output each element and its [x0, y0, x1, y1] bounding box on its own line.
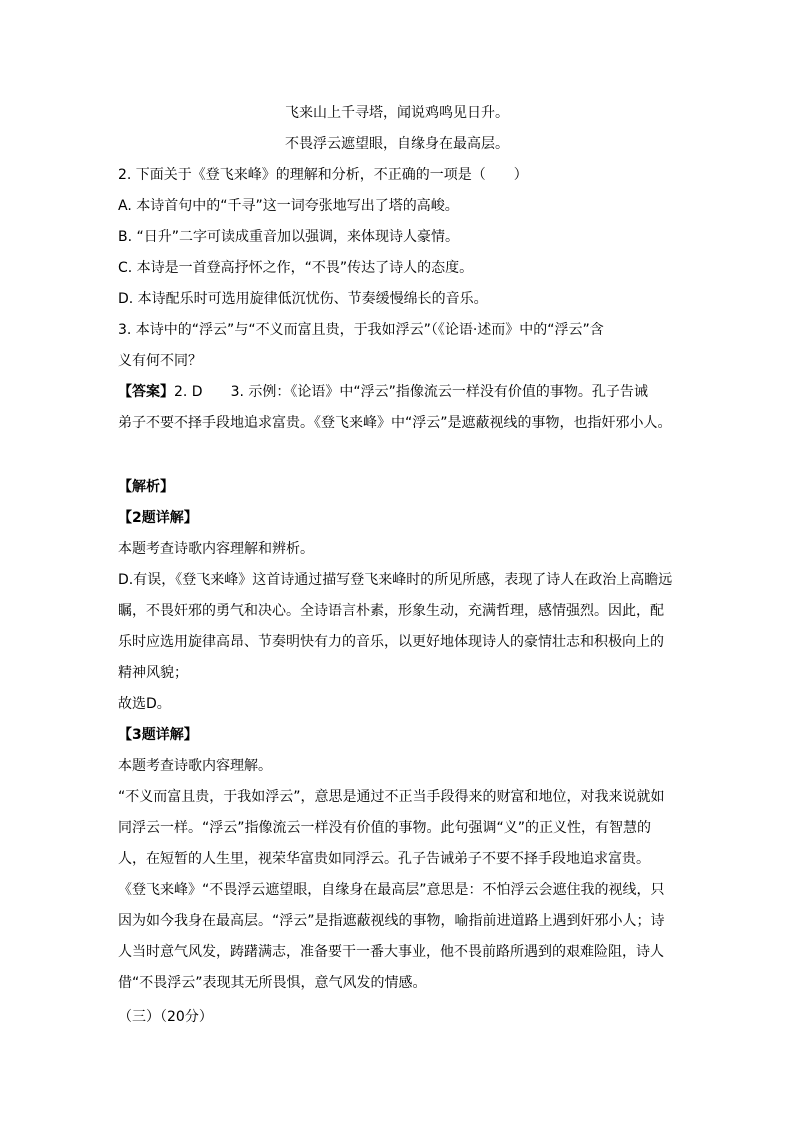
q3-detail-line: 人，在短暂的人生里，视荣华富贵如同浮云。孔子告诫弟子不要不择手段地追求富贵。: [118, 851, 650, 867]
analysis-heading: 【解析】: [118, 479, 174, 495]
q3-detail-line: 借“不畏浮云”表现其无所畏惧，意气风发的情感。: [118, 975, 427, 991]
q2-detail-heading: 【2题详解】: [118, 510, 198, 526]
q2-detail-line: 瞩，不畏奸邪的勇气和决心。全诗语言朴素，形象生动，充满哲理，感情强烈。因此，配: [118, 603, 664, 619]
question-3-stem-line-1: 3. 本诗中的“浮云”与“不义而富且贵，于我如浮云”（《论语·述而》中的“浮云”含: [118, 322, 604, 338]
question-2-option-c: C. 本诗是一首登高抒怀之作，“不畏”传达了诗人的态度。: [118, 260, 474, 276]
q3-detail-line: 本题考查诗歌内容理解。: [118, 758, 272, 774]
q2-detail-line: 乐时应选用旋律高昂、节奏明快有力的音乐，以更好地体现诗人的豪情壮志和积极向上的: [118, 634, 664, 650]
answer-label: 【答案】: [118, 384, 174, 400]
q3-detail-line: 《登飞来峰》“不畏浮云遮望眼，自缘身在最高层”意思是：不怕浮云会遮住我的视线，只: [118, 882, 665, 898]
q2-detail-line: 故选D。: [118, 696, 171, 712]
answer-text: 2. D 3. 示例：《论语》中“浮云”指像流云一样没有价值的事物。孔子告诫: [174, 384, 648, 400]
question-2-option-a: A. 本诗首句中的“千寻”这一词夸张地写出了塔的高峻。: [118, 198, 459, 214]
poem-line-2: 不畏浮云遮望眼，自缘身在最高层。: [285, 136, 509, 152]
question-2-stem: 2. 下面关于《登飞来峰》的理解和分析，不正确的一项是（ ）: [118, 167, 528, 183]
q2-detail-line: 本题考查诗歌内容理解和辨析。: [118, 541, 314, 557]
q3-detail-line: 因为如今我身在最高层。“浮云”是指遮蔽视线的事物，喻指前进道路上遇到奸邪小人；诗: [118, 913, 665, 929]
q2-detail-line: 精神风貌；: [118, 665, 188, 681]
q3-detail-line: 同浮云一样。“浮云”指像流云一样没有价值的事物。此句强调“义”的正义性，有智慧的: [118, 820, 652, 836]
question-2-option-d: D. 本诗配乐时可选用旋律低沉忧伤、节奏缓慢绵长的音乐。: [118, 291, 488, 307]
poem-line-1: 飞来山上千寻塔，闻说鸡鸣见日升。: [285, 105, 509, 121]
section-3-heading: （三）（20分）: [118, 1009, 213, 1025]
q2-detail-line: D.有误，《登飞来峰》这首诗通过描写登飞来峰时的所见所感，表现了诗人在政治上高瞻远: [118, 572, 673, 588]
question-2-option-b: B. “日升”二字可读成重音加以强调，来体现诗人豪情。: [118, 229, 460, 245]
q3-detail-line: 人当时意气风发，踌躇满志，准备要干一番大事业，他不畏前路所遇到的艰难险阻，诗人: [118, 944, 664, 960]
answer-line-1: [118, 383, 648, 401]
q3-detail-line: “不义而富且贵，于我如浮云”，意思是通过不正当手段得来的财富和地位，对我来说就如: [118, 789, 665, 805]
question-3-stem-line-2: 义有何不同？: [118, 353, 202, 369]
answer-line-2: 弟子不要不择手段地追求富贵。《登飞来峰》中“浮云”是遮蔽视线的事物，也指奸邪小人。: [118, 415, 672, 431]
q3-detail-heading: 【3题详解】: [118, 727, 198, 743]
